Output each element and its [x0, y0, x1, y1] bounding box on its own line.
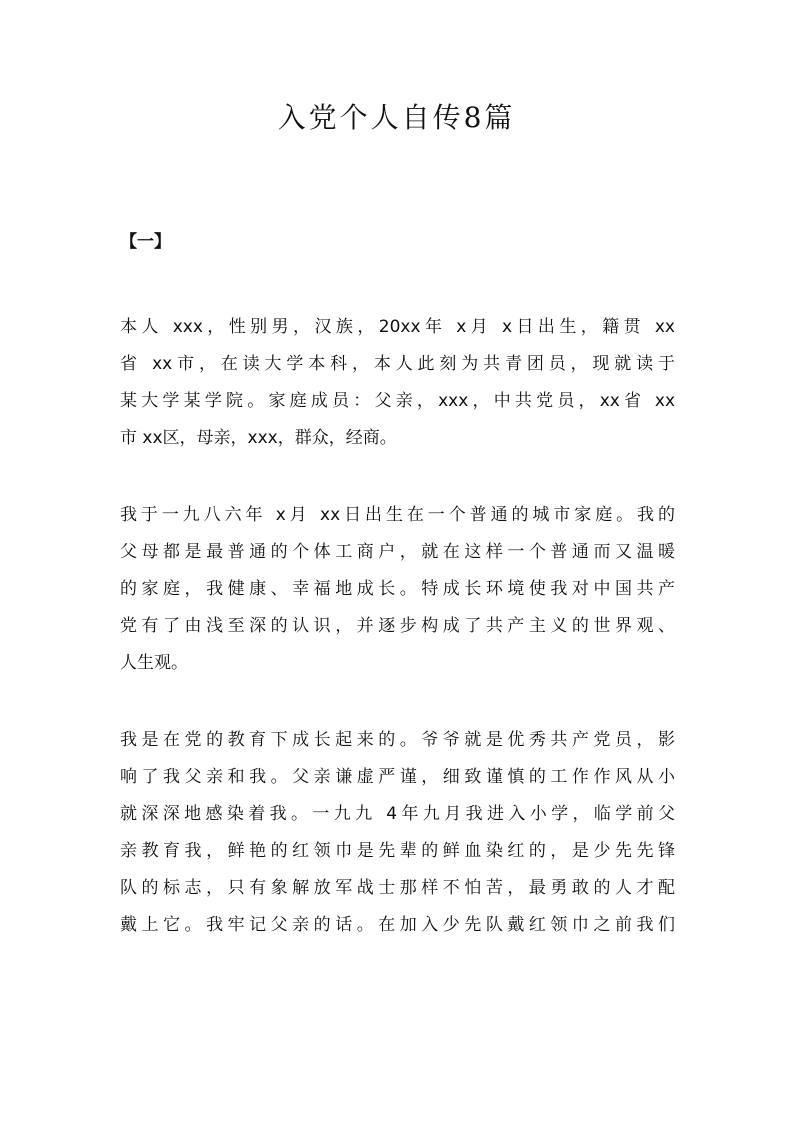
- text-line: 我于一九八六年 x月 xx日出生在一个普通的城市家庭。我的: [120, 505, 675, 525]
- text-line: 省 xx市，在读大学本科，本人此刻为共青团员，现就读于: [120, 354, 675, 374]
- text-line: 就深深地感染着我。一九九 4年九月我进入小学，临学前父: [120, 804, 675, 824]
- text-line: 队的标志，只有象解放军战士那样不怕苦，最勇敢的人才配: [120, 878, 675, 898]
- paragraph-party-education: [120, 722, 675, 944]
- text-line: 某大学某学院。家庭成员：父亲，xxx，中共党员，xx省 xx: [120, 391, 675, 411]
- paragraph-family-background: [120, 497, 675, 682]
- text-line: 响了我父亲和我。父亲谦虚严谨，细致谨慎的工作作风从小: [120, 767, 675, 787]
- text-line: 本人 xxx，性别男，汉族，20xx年 x月 x日出生，籍贯 xx: [120, 317, 675, 337]
- document-title: 入党个人自传8篇: [277, 101, 516, 134]
- text-line: 戴上它。我牢记父亲的话。在加入少先队戴红领巾之前我们: [120, 915, 675, 935]
- document-body: [120, 309, 675, 984]
- text-line: 父母都是最普通的个体工商户，就在这样一个普通而又温暖: [120, 542, 675, 562]
- text-line: 人生观。: [120, 653, 188, 673]
- text-line: 我是在党的教育下成长起来的。爷爷就是优秀共产党员，影: [120, 730, 675, 750]
- section-heading: 【一】: [120, 232, 171, 252]
- text-line: 党有了由浅至深的认识，并逐步构成了共产主义的世界观、: [120, 616, 675, 636]
- text-line: 亲教育我，鲜艳的红领巾是先辈的鲜血染红的，是少先先锋: [120, 841, 675, 861]
- paragraph-personal-info: [120, 309, 675, 457]
- text-line: 市 xx区，母亲，xxx，群众，经商。: [120, 428, 397, 448]
- text-line: 的家庭，我健康、幸福地成长。特成长环境使我对中国共产: [120, 579, 675, 599]
